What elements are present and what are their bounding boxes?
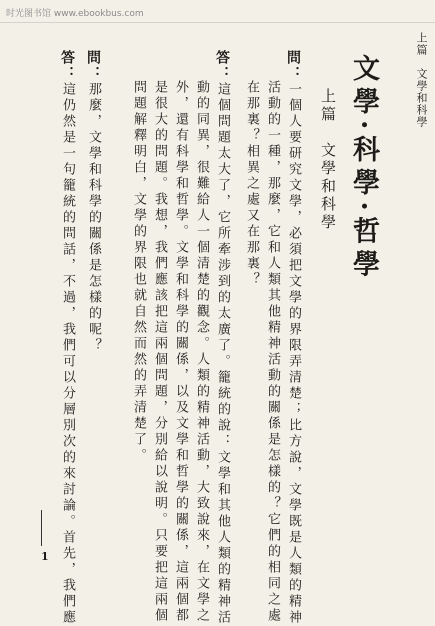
text-column [243,80,259,288]
column-text: 問題解釋明白，文學的界限也就自然而然的弄清楚了。 [131,80,146,464]
column-text: 在那裏？相異之處又在那裏？ [244,80,259,288]
watermark-text: 时光图书馆 www.ebookbus.com [6,9,144,19]
page-number: 1 [41,550,49,563]
page-title: 文學·科學·哲學 [348,54,379,283]
text-column [193,80,209,624]
text-column [85,50,101,354]
text-column [214,50,230,626]
speaker-label: 答： [214,50,230,82]
column-text: 外，還有科學和哲學。文學和科學的關係，以及文學和哲學的關係，這兩個都 [173,80,188,624]
text-column [59,50,75,626]
text-column [264,80,280,624]
watermark-bar [0,0,435,23]
text-column [172,80,188,624]
text-column [285,50,301,626]
speaker-label: 問： [285,50,301,82]
column-text: 這仍然是一句籠統的問話，不過，我們可以分層別次的來討論。首先，我們應 [60,82,75,626]
speaker-label: 問： [85,50,101,82]
speaker-label: 答： [59,50,75,82]
running-header: 上篇 文學和科學 [415,32,428,128]
text-column [151,80,167,624]
column-text: 這個問題太大了，它所牽涉到的太廣了。籠統的說：文學和其他人類的精神活 [215,82,230,626]
column-text: 那麼，文學和科學的關係是怎樣的呢？ [86,82,101,354]
column-text: 一個人要研究文學，必須把文學的界限弄清楚；比方說，文學既是人類的精神 [286,82,301,626]
text-column [130,80,146,464]
column-text: 活動的一種，那麼，它和人類其他精神活動的關係是怎樣的？它們的相同之處 [265,80,280,624]
column-text: 動的同異，很難給人一個清楚的觀念。人類的精神活動，大致說來，在文學之 [194,80,209,624]
column-text: 是很大的問題。我想，我們應該把這兩個問題，分別給以說明。只要把這兩個 [152,80,167,624]
section-heading: 上篇 文學和科學 [319,88,337,232]
page-number-rule [41,510,42,546]
